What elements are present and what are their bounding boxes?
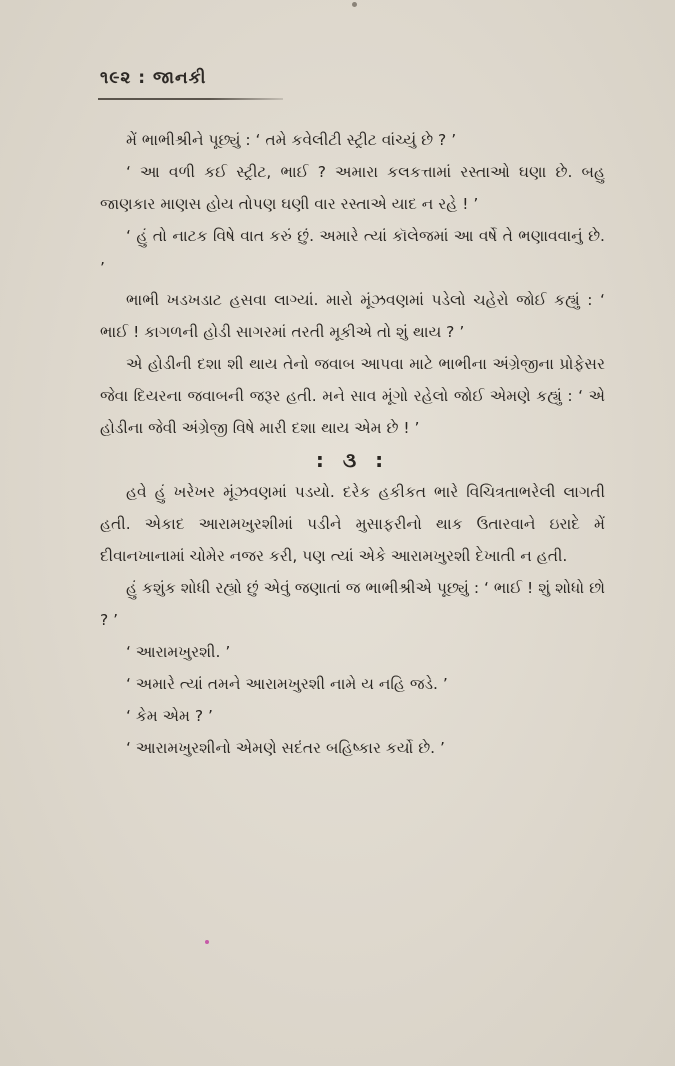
header-underline [98, 98, 283, 100]
paragraph: ‘ આ વળી કઈ સ્ટ્રીટ, ભાઈ ? અમારા કલકત્તામાં રસ્તાઓ ઘણા છે. બહુ જાણકાર માણસ હોય તોપણ ઘણી વાર રસ્તાએ યાદ ન રહે ! ’ [100, 163, 605, 213]
paragraph: હું કશુંક શોધી રહ્યો છું એવું જણાતાં જ ભાભીશ્રીએ પૂછ્યું : ‘ ભાઈ ! શું શોધો છો ? ’ [100, 579, 605, 629]
dialogue-line: ‘ આરામખુરશીનો એમણે સદંતર બહિષ્કાર કર્યો છે. ’ [126, 739, 445, 757]
paragraph: મેં ભાભીશ્રીને પૂછ્યું : ‘ તમે કવેલીટી સ્ટ્રીટ વાંચ્યું છે ? ’ [126, 131, 457, 149]
ink-speck [352, 2, 357, 7]
paragraph: ભાભી ખડખડાટ હસવા લાગ્યાં. મારો મૂંઝવણમાં પડેલો ચહેરો જોઈ કહ્યું : ‘ ભાઈ ! કાગળની હોડી સાગરમાં તરતી મૂકીએ તો શું થાય ? ’ [100, 291, 605, 341]
ink-speck [205, 940, 209, 944]
paragraph: ‘ હું તો નાટક વિષે વાત કરું છું. અમારે ત્યાં કૉલેજમાં આ વર્ષે તે ભણાવવાનું છે. ’ [100, 227, 605, 277]
dialogue-line: ‘ અમારે ત્યાં તમને આરામખુરશી નામે ય નહિ જડે. ’ [126, 675, 448, 693]
dialogue-line: ‘ આરામખુરશી. ’ [126, 643, 231, 661]
paragraph: એ હોડીની દશા શી થાય તેનો જવાબ આપવા માટે ભાભીના અંગ્રેજીના પ્રોફેસર જેવા દિયરના જવાબની જરૂર હતી. મને સાવ મૂંગો રહેલો જોઈ એમણે કહ્યું : ‘ એ હોડીના જેવી અંગ્રેજી વિષે મારી દશા થાય એમ છે ! ’ [100, 355, 605, 437]
page-body [100, 124, 605, 764]
section-number: : ૩ : [315, 448, 390, 472]
running-head: ૧૯૨ : જાનકી [100, 68, 207, 88]
paragraph: હવે હું ખરેખર મૂંઝવણમાં પડયો. દરેક હકીકત ભારે વિચિત્રતાભરેલી લાગતી હતી. એકાદ આરામખુરશીમાં પડીને મુસાફરીનો થાક ઉતારવાને ઇરાદે મેં દીવાનખાનામાં ચોમેર નજર કરી, પણ ત્યાં એકે આરામખુરશી દેખાતી ન હતી. [100, 483, 605, 565]
dialogue-line: ‘ કેમ એમ ? ’ [126, 707, 213, 725]
